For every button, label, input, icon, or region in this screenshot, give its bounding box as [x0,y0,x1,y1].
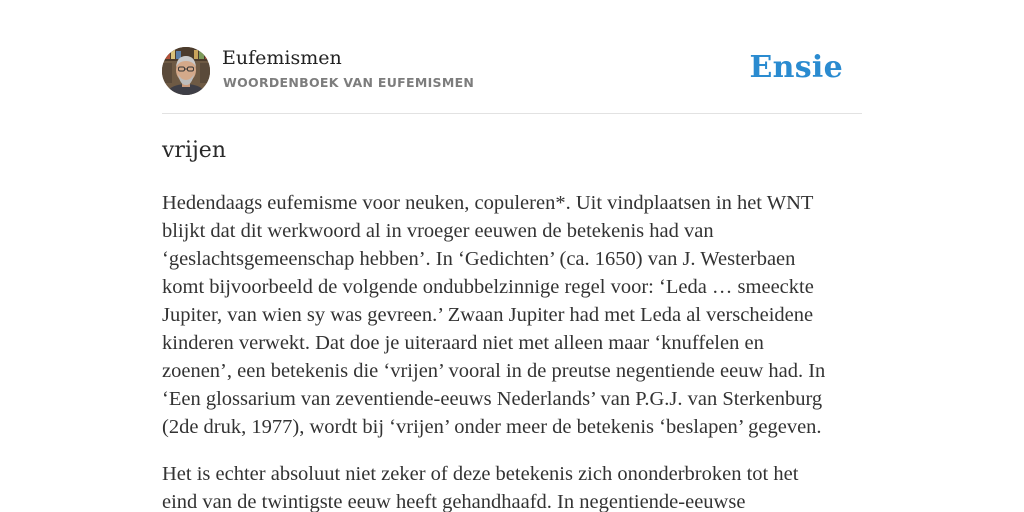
entry-title: vrijen [162,138,226,163]
dictionary-header [162,46,862,96]
text-line: ‘geslachtsgemeenschap hebben’. In ‘Gedichten’ (ca. 1650) van J. Westerbaen [162,248,796,270]
entry-paragraph [162,189,862,441]
entry-body [162,189,862,512]
entry-paragraph [162,460,862,512]
text-line: Hedendaags eufemisme voor neuken, copuleren*. Uit vindplaatsen in het WNT [162,192,814,214]
text-line: ‘Een glossarium van zeventiende-eeuws Nederlands’ van P.G.J. van Sterkenburg [162,388,823,410]
text-line: Het is echter absoluut niet zeker of deze betekenis zich ononderbroken tot het [162,463,799,485]
text-line: zoenen’, een betekenis die ‘vrijen’ vooral in de preutse negentiende eeuw had. In [162,360,826,382]
dictionary-title[interactable]: Eufemismen [222,47,342,69]
text-line: blijkt dat dit werkwoord al in vroeger eeuwen de betekenis had van [162,220,714,242]
avatar[interactable] [162,47,210,95]
text-line: komt bijvoorbeeld de volgende ondubbelzinnige regel voor: ‘Leda … smeeckte [162,276,814,298]
text-line: Jupiter, van wien sy was gevreen.’ Zwaan Jupiter had met Leda al verscheidene [162,304,814,326]
text-line: eind van de twintigste eeuw heeft gehandhaafd. In negentiende-eeuwse [162,491,746,512]
header-divider [162,113,862,114]
ensie-logo[interactable]: Ensie [749,50,843,85]
text-line: (2de druk, 1977), wordt bij ‘vrijen’ onder meer de betekenis ‘beslapen’ gegeven. [162,416,822,438]
dictionary-subtitle: WOORDENBOEK VAN EUFEMISMEN [223,75,475,90]
author-portrait-icon [162,47,210,95]
text-line: kinderen verwekt. Dat doe je uiteraard niet met alleen maar ‘knuffelen en [162,332,764,354]
